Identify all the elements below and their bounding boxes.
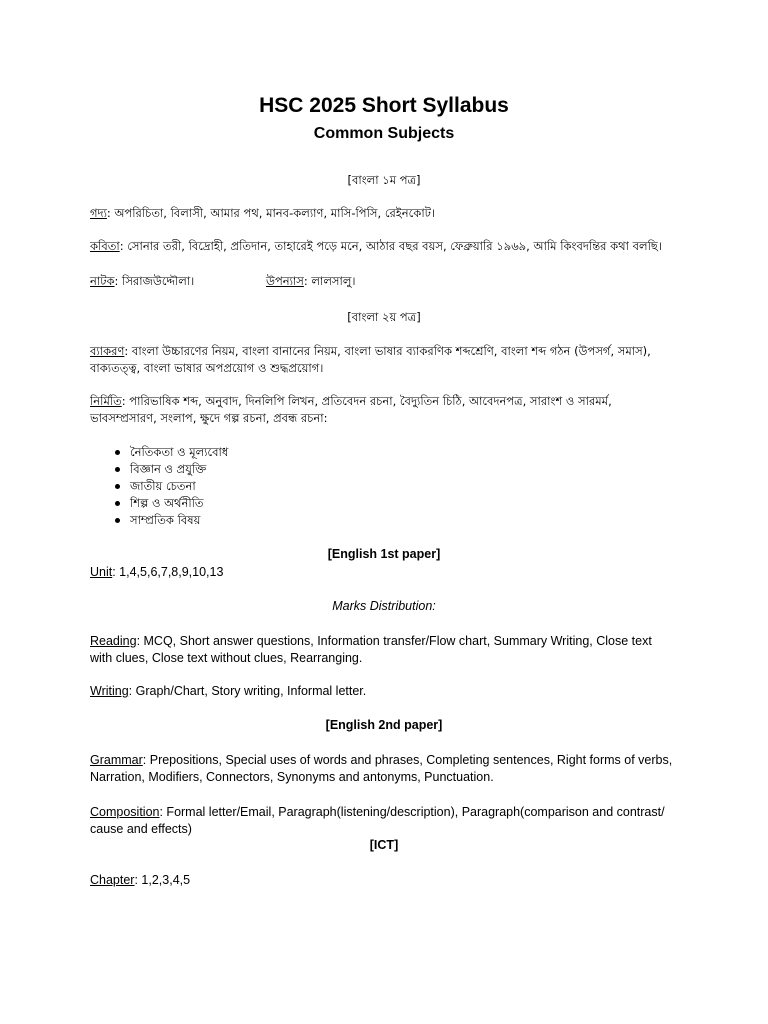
grammar-bn-label: ব্যাকরণ <box>90 344 125 358</box>
composition-bn-label: নির্মিতি <box>90 394 122 408</box>
page-subtitle: Common Subjects <box>313 125 455 142</box>
english-composition-block <box>90 804 690 838</box>
bangla-grammar-block <box>90 343 730 377</box>
grammar-en-line2: Narration, Modifiers, Connectors, Synonyms and antonyms, Punctuation. <box>90 770 494 784</box>
writing-text: : Graph/Chart, Story writing, Informal letter. <box>128 684 367 698</box>
prose-label: গদ্য <box>90 206 107 220</box>
reading-line2: with clues, Close text without clues, Rearranging. <box>90 651 363 665</box>
composition-en-line2: cause and effects) <box>90 822 192 836</box>
writing-label: Writing <box>90 684 129 698</box>
grammar-en-line1: : Prepositions, Special uses of words and phrases, Completing sentences, Right forms of verbs, <box>142 753 673 767</box>
novel-label: উপন্যাস <box>266 274 304 288</box>
english-1st-heading: [English 1st paper] <box>327 547 441 561</box>
unit-label: Unit <box>90 565 113 579</box>
english-grammar-block <box>90 752 690 786</box>
poetry-label: কবিতা <box>90 239 120 253</box>
ict-chapter-line <box>90 873 190 887</box>
page-title: HSC 2025 Short Syllabus <box>259 94 509 117</box>
bangla-1st-heading: [বাংলা ১ম পত্র] <box>347 173 421 187</box>
novel-text: : লালসালু। <box>303 274 356 288</box>
composition-bn-line1: : পারিভাষিক শব্দ, অনুবাদ, দিনলিপি লিখন, প্রতিবেদন রচনা, বৈদ্যুতিন চিঠি, আবেদনপত্র, সারাংশ ও সারমর্ম, <box>121 394 612 408</box>
composition-bn-line2: ভাবসম্প্রসারণ, সংলাপ, ক্ষুদে গল্প রচনা, প্রবন্ধ রচনা: <box>90 411 328 425</box>
bangla-drama-line <box>90 273 194 292</box>
bangla-prose-line <box>90 205 690 222</box>
bangla-novel-line <box>266 273 356 292</box>
composition-en-label: Composition <box>90 805 160 819</box>
list-item: বিজ্ঞান ও প্রযুক্তি <box>90 461 228 478</box>
drama-label: নাটক <box>90 274 115 288</box>
reading-label: Reading <box>90 634 137 648</box>
bangla-composition-block <box>90 393 730 427</box>
english-writing-line <box>90 684 366 698</box>
chapter-text: : 1,2,3,4,5 <box>134 873 191 887</box>
marks-distribution-heading: Marks Distribution: <box>332 599 436 613</box>
ict-heading: [ICT] <box>369 838 399 852</box>
english-2nd-heading: [English 2nd paper] <box>325 718 443 732</box>
bangla-poetry-line <box>90 238 730 255</box>
essay-topic-list <box>90 444 228 529</box>
grammar-bn-line2: বাক্যতত্ত্ব, বাংলা ভাষার অপপ্রয়োগ ও শুদ্ধপ্রয়োগ। <box>90 361 324 375</box>
poetry-text: : সোনার তরী, বিদ্রোহী, প্রতিদান, তাহারেই পড়ে মনে, আঠার বছর বয়স, ফেব্রুয়ারি ১৯৬৯, আমি কিংবদন্তির কথা বলছি। <box>119 239 662 253</box>
chapter-label: Chapter <box>90 873 135 887</box>
list-item: শিল্প ও অর্থনীতি <box>90 495 228 512</box>
english-unit-line <box>90 565 223 579</box>
prose-text: : অপরিচিতা, বিলাসী, আমার পথ, মানব-কল্যাণ, মাসি-পিসি, রেইনকোট। <box>106 206 436 220</box>
grammar-en-label: Grammar <box>90 753 143 767</box>
grammar-bn-line1: : বাংলা উচ্চারণের নিয়ম, বাংলা বানানের নিয়ম, বাংলা ভাষার ব্যাকরণিক শব্দশ্রেণি, বাংলা শব্দ গঠন (উপসর্গ, সমাস), <box>124 344 651 358</box>
list-item: নৈতিকতা ও মূল্যবোধ <box>90 444 228 461</box>
reading-line1: : MCQ, Short answer questions, Information transfer/Flow chart, Summary Writing, Close text <box>136 634 652 648</box>
english-reading-block <box>90 633 690 667</box>
bangla-2nd-heading: [বাংলা ২য় পত্র] <box>347 310 421 324</box>
composition-en-line1: : Formal letter/Email, Paragraph(listening/description), Paragraph(comparison and contrast/ <box>159 805 665 819</box>
list-item: জাতীয় চেতনা <box>90 478 228 495</box>
list-item: সাম্প্রতিক বিষয় <box>90 512 228 529</box>
drama-text: : সিরাজউদ্দৌলা। <box>114 274 195 288</box>
unit-text: : 1,4,5,6,7,8,9,10,13 <box>112 565 224 579</box>
